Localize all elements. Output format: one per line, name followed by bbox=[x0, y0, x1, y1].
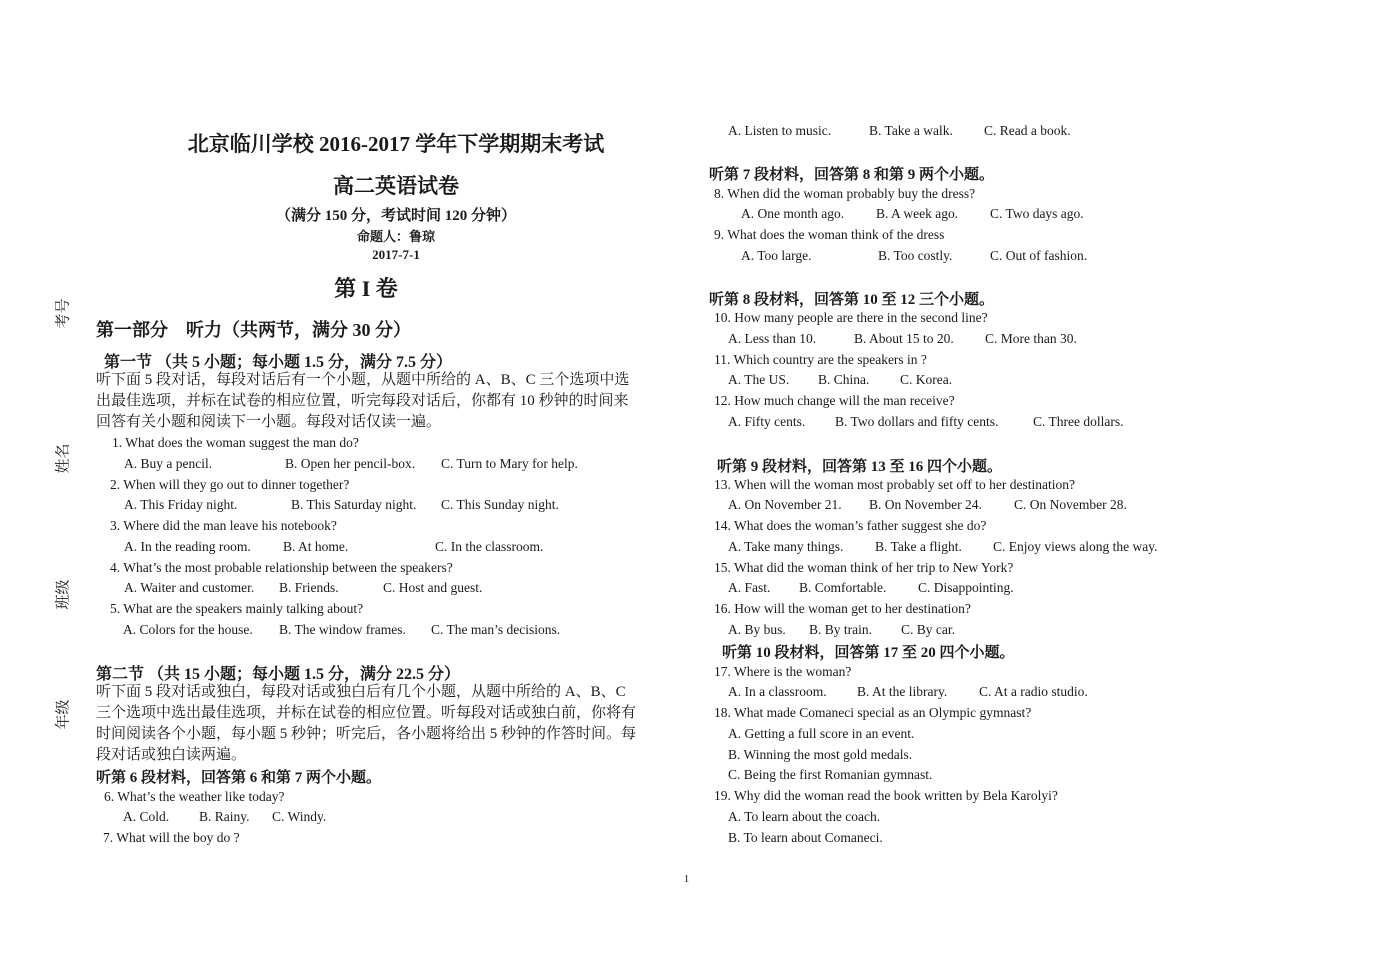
question-stem: 1. What does the woman suggest the man do? bbox=[112, 435, 359, 450]
option: C. Korea. bbox=[900, 372, 953, 387]
option: C. By car. bbox=[901, 622, 955, 637]
material-header: 听第 7 段材料，回答第 8 和第 9 两个小题。 bbox=[709, 167, 995, 183]
option: A. This Friday night. bbox=[124, 497, 238, 512]
material-header: 听第 9 段材料，回答第 13 至 16 四个小题。 bbox=[717, 459, 1003, 475]
section2-instruction-line: 听下面 5 段对话或独白，每段对话或独白后有几个小题，从题中所给的 A、B、C bbox=[96, 684, 626, 700]
option: C. The man’s decisions. bbox=[431, 622, 561, 637]
option: B. Open her pencil-box. bbox=[285, 456, 416, 471]
section2-instruction-line: 时间阅读各个小题，每小题 5 秒钟；听完后，各小题将给出 5 秒钟的作答时间。每 bbox=[96, 726, 637, 742]
section1-instruction-line: 出最佳选项，并标在试卷的相应位置，听完每段对话后，你都有 10 秒钟的时间来 bbox=[96, 393, 629, 409]
subject-title: 高二英语试卷 bbox=[333, 174, 459, 198]
option: C. Being the first Romanian gymnast. bbox=[728, 767, 933, 782]
question-stem: 11. Which country are the speakers in ? bbox=[714, 352, 927, 367]
option: A. Colors for the house. bbox=[123, 622, 253, 637]
material-header: 听第 10 段材料，回答第 17 至 20 四个小题。 bbox=[722, 645, 1015, 661]
question-stem: 7. What will the boy do ? bbox=[103, 830, 240, 845]
question-stem: 16. How will the woman get to her destination? bbox=[714, 601, 971, 616]
option: C. Turn to Mary for help. bbox=[441, 456, 578, 471]
exam-date: 2017-7-1 bbox=[372, 247, 420, 262]
option: B. Too costly. bbox=[878, 248, 953, 263]
option: A. Cold. bbox=[123, 809, 170, 824]
option: B. To learn about Comaneci. bbox=[728, 830, 883, 845]
option: A. In the reading room. bbox=[124, 539, 251, 554]
question-stem: 13. When will the woman most probably set off to her destination? bbox=[714, 477, 1075, 492]
question-stem: 17. Where is the woman? bbox=[714, 664, 852, 679]
option: C. This Sunday night. bbox=[441, 497, 559, 512]
option: C. Out of fashion. bbox=[990, 248, 1088, 263]
option: B. China. bbox=[818, 372, 870, 387]
option: A. By bus. bbox=[728, 622, 786, 637]
option: A. Take many things. bbox=[728, 539, 844, 554]
section2-instruction-line: 段对话或独白读两遍。 bbox=[96, 747, 247, 763]
side-label-xingming: 姓名 bbox=[55, 443, 72, 474]
question-stem: 19. Why did the woman read the book written by Bela Karolyi? bbox=[714, 788, 1058, 803]
school-title: 北京临川学校 2016-2017 学年下学期期末考试 bbox=[187, 132, 605, 156]
option: B. At the library. bbox=[857, 684, 948, 699]
option: C. Enjoy views along the way. bbox=[993, 539, 1158, 554]
option: C. Two days ago. bbox=[990, 206, 1084, 221]
option: C. On November 28. bbox=[1014, 497, 1127, 512]
option: C. Host and guest. bbox=[383, 580, 483, 595]
option: B. At home. bbox=[283, 539, 349, 554]
score-time: （满分 150 分，考试时间 120 分钟） bbox=[275, 208, 516, 224]
question-stem: 8. When did the woman probably buy the dress? bbox=[714, 186, 976, 201]
option: C. Windy. bbox=[272, 809, 327, 824]
question-stem: 14. What does the woman’s father suggest she do? bbox=[714, 518, 987, 533]
section1-title: 第一节 （共 5 小题；每小题 1.5 分，满分 7.5 分） bbox=[104, 354, 453, 371]
option: A. To learn about the coach. bbox=[728, 809, 881, 824]
side-label-nianji: 年级 bbox=[55, 699, 72, 730]
option: B. About 15 to 20. bbox=[854, 331, 954, 346]
section1-instruction-line: 回答有关小题和阅读下一小题。每段对话仅读一遍。 bbox=[96, 414, 442, 430]
option: A. Waiter and customer. bbox=[124, 580, 255, 595]
question-stem: 15. What did the woman think of her trip to New York? bbox=[714, 560, 1014, 575]
question-stem: 18. What made Comaneci special as an Olympic gymnast? bbox=[714, 705, 1032, 720]
option: C. Disappointing. bbox=[918, 580, 1014, 595]
option: B. Friends. bbox=[279, 580, 339, 595]
part1-title: 第一部分 听力（共两节，满分 30 分） bbox=[96, 320, 411, 340]
option: C. More than 30. bbox=[985, 331, 1077, 346]
option: B. Take a walk. bbox=[869, 123, 953, 138]
option: B. Two dollars and fifty cents. bbox=[835, 414, 999, 429]
option: A. One month ago. bbox=[741, 206, 845, 221]
volume-title: 第 I 卷 bbox=[334, 276, 398, 301]
question-stem: 2. When will they go out to dinner together? bbox=[110, 477, 350, 492]
question-stem: 4. What’s the most probable relationship between the speakers? bbox=[110, 560, 453, 575]
page-number: 1 bbox=[683, 873, 690, 885]
option: A. Fast. bbox=[728, 580, 771, 595]
author: 命题人：鲁琼 bbox=[356, 229, 435, 244]
question-stem: 5. What are the speakers mainly talking about? bbox=[110, 601, 364, 616]
question-stem: 3. Where did the man leave his notebook? bbox=[110, 518, 337, 533]
option: B. On November 24. bbox=[869, 497, 982, 512]
side-label-kaohao: 考号 bbox=[55, 298, 72, 329]
option: B. Rainy. bbox=[199, 809, 250, 824]
option: B. A week ago. bbox=[876, 206, 959, 221]
option: C. Three dollars. bbox=[1033, 414, 1124, 429]
option: A. Buy a pencil. bbox=[124, 456, 213, 471]
question-stem: 10. How many people are there in the second line? bbox=[714, 310, 988, 325]
section1-instruction-line: 听下面 5 段对话，每段对话后有一个小题，从题中所给的 A、B、C 三个选项中选 bbox=[96, 372, 630, 388]
section2-title: 第二节 （共 15 小题；每小题 1.5 分，满分 22.5 分） bbox=[96, 666, 461, 683]
option: A. Getting a full score in an event. bbox=[728, 726, 915, 741]
option: A. In a classroom. bbox=[728, 684, 827, 699]
material-header: 听第 8 段材料，回答第 10 至 12 三个小题。 bbox=[709, 292, 995, 308]
option: B. The window frames. bbox=[279, 622, 406, 637]
side-label-banji: 班级 bbox=[55, 579, 72, 610]
question-stem: 6. What’s the weather like today? bbox=[104, 789, 285, 804]
option: A. Fifty cents. bbox=[728, 414, 806, 429]
option: A. Listen to music. bbox=[728, 123, 832, 138]
option: A. On November 21. bbox=[728, 497, 842, 512]
option: C. At a radio studio. bbox=[979, 684, 1088, 699]
question-stem: 12. How much change will the man receive? bbox=[714, 393, 955, 408]
option: B. Comfortable. bbox=[799, 580, 887, 595]
option: C. In the classroom. bbox=[435, 539, 544, 554]
option: A. Too large. bbox=[741, 248, 812, 263]
option: A. The US. bbox=[728, 372, 790, 387]
section2-instruction-line: 三个选项中选出最佳选项，并标在试卷的相应位置。听每段对话或独白前，你将有 bbox=[96, 705, 637, 721]
material-header: 听第 6 段材料，回答第 6 和第 7 两个小题。 bbox=[96, 770, 382, 786]
option: A. Less than 10. bbox=[728, 331, 817, 346]
option: C. Read a book. bbox=[984, 123, 1071, 138]
option: B. Winning the most gold medals. bbox=[728, 747, 913, 762]
question-stem: 9. What does the woman think of the dress bbox=[714, 227, 945, 242]
option: B. By train. bbox=[809, 622, 872, 637]
option: B. This Saturday night. bbox=[291, 497, 417, 512]
option: B. Take a flight. bbox=[875, 539, 962, 554]
